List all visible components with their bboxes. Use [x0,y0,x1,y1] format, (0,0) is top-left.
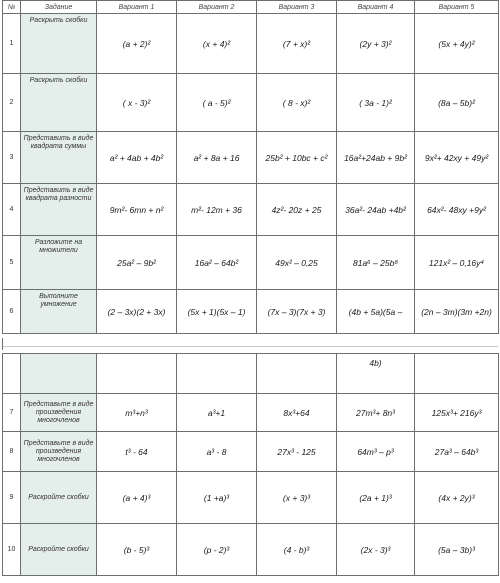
expr-cell: 125x³+ 216y³ [415,394,499,432]
expr-cell: 121x² – 0,16y⁴ [415,236,499,290]
expr-cell: m²- 12m + 36 [177,184,257,236]
expr-cell: t³ - 64 [97,432,177,472]
expr-cell [257,354,337,394]
table-row [3,524,499,576]
page-break [0,335,500,353]
expr-cell: 64m³ – p³ [337,432,415,472]
exercise-table-top [2,0,499,334]
expr-cell: 27x³ - 125 [257,432,337,472]
expr-cell: a³ - 8 [177,432,257,472]
table-row [3,290,499,334]
expr-cell: 8x³+64 [257,394,337,432]
row-number: 7 [3,394,21,432]
task-cell: Представьте в виде произведения многочленов [21,394,97,432]
page-break-tick [2,338,3,350]
exercise-table-bottom [2,353,499,576]
expr-cell: (5x + 4y)² [415,14,499,74]
expr-cell: ( a - 5)² [177,74,257,132]
header-variant-5: Вариант 5 [415,1,499,14]
expr-cell: (1 +a)³ [177,472,257,524]
expr-cell: 36a²- 24ab +4b² [337,184,415,236]
expr-cell: 9x²+ 42xy + 49y² [415,132,499,184]
task-cell: Представить в виде квадрата разности [21,184,97,236]
expr-cell: m³+n³ [97,394,177,432]
table-row [3,74,499,132]
row-number: 5 [3,236,21,290]
expr-cell: (4 - b)³ [257,524,337,576]
continuation-row [3,354,499,394]
expr-cell: 16a²+24ab + 9b² [337,132,415,184]
expr-cell: (2a + 1)³ [337,472,415,524]
expr-cell: (8a – 5b)² [415,74,499,132]
expr-cell: (2 – 3x)(2 + 3x) [97,290,177,334]
expr-cell: 49x² – 0,25 [257,236,337,290]
header-variant-1: Вариант 1 [97,1,177,14]
task-cell [21,354,97,394]
expr-cell: 27m³+ 8n³ [337,394,415,432]
header-variant-2: Вариант 2 [177,1,257,14]
expr-cell: 16a² – 64b² [177,236,257,290]
expr-cell: (7x – 3)(7x + 3) [257,290,337,334]
row-number: 2 [3,74,21,132]
table-row [3,472,499,524]
row-number: 3 [3,132,21,184]
table-header-row [3,1,499,14]
expr-cell: 25b² + 10bc + c² [257,132,337,184]
expr-cell: a³+1 [177,394,257,432]
expr-cell: (7 + x)² [257,14,337,74]
header-variant-3: Вариант 3 [257,1,337,14]
expr-cell: (5a – 3b)³ [415,524,499,576]
expr-cell: (2n – 3m)(3m +2n) [415,290,499,334]
task-cell: Представьте в виде произведения многочленов [21,432,97,472]
expr-cell: (4b + 5a)(5a – [337,290,415,334]
expr-cell: (a + 4)³ [97,472,177,524]
table-row [3,132,499,184]
expr-cell: ( x - 3)² [97,74,177,132]
expr-cell: (x + 4)² [177,14,257,74]
expr-cell: a² + 8a + 16 [177,132,257,184]
table-row [3,14,499,74]
table-row [3,432,499,472]
expr-cell-continuation: 4b) [337,354,415,394]
header-num: № [3,1,21,14]
row-number: 4 [3,184,21,236]
expr-cell: 27a³ – 64b³ [415,432,499,472]
page-break-line [2,346,498,347]
expr-cell: (x + 3)³ [257,472,337,524]
expr-cell: (p - 2)³ [177,524,257,576]
table-row [3,184,499,236]
expr-cell: 9m²- 6mn + n² [97,184,177,236]
row-number: 8 [3,432,21,472]
expr-cell: (4x + 2y)³ [415,472,499,524]
expr-cell: ( 3a - 1)² [337,74,415,132]
expr-cell: (b - 5)³ [97,524,177,576]
table-row [3,236,499,290]
row-number: 1 [3,14,21,74]
expr-cell: a² + 4ab + 4b² [97,132,177,184]
row-number: 9 [3,472,21,524]
header-task: Задание [21,1,97,14]
expr-cell: ( 8 - x)² [257,74,337,132]
expr-cell [97,354,177,394]
expr-cell: (2x - 3)³ [337,524,415,576]
expr-cell [177,354,257,394]
expr-cell: 25a² – 9b² [97,236,177,290]
expr-cell: 4z²- 20z + 25 [257,184,337,236]
row-number: 10 [3,524,21,576]
table-row [3,394,499,432]
task-cell: Представить в виде квадрата суммы [21,132,97,184]
expr-cell: (5x + 1)(5x – 1) [177,290,257,334]
task-cell: Разложите на множители [21,236,97,290]
expr-cell: (a + 2)² [97,14,177,74]
expr-cell: (2y + 3)² [337,14,415,74]
expr-cell: 81a⁶ – 25b⁸ [337,236,415,290]
expr-cell: 64x²- 48xy +9y² [415,184,499,236]
header-variant-4: Вариант 4 [337,1,415,14]
expr-cell [415,354,499,394]
task-cell: Раскройте скобки [21,524,97,576]
task-cell: Выполните умножение [21,290,97,334]
row-number: 6 [3,290,21,334]
task-cell: Раскройте скобки [21,472,97,524]
task-cell: Раскрыть скобки [21,74,97,132]
row-number [3,354,21,394]
task-cell: Раскрыть скобки [21,14,97,74]
